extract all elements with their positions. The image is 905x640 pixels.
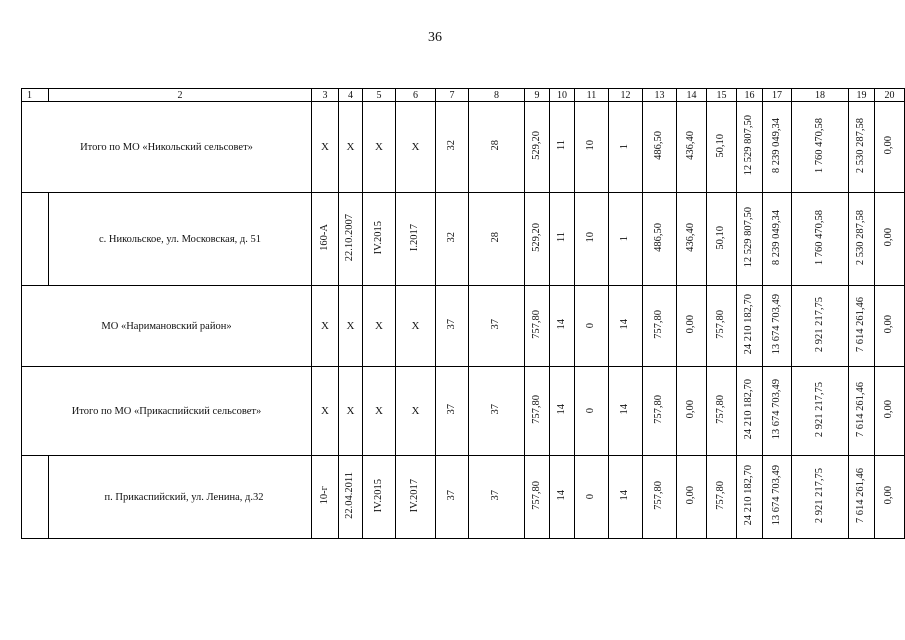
header-cell: 18 [792, 89, 849, 102]
table-cell [677, 286, 707, 367]
cell-value: 1 760 470,58 [813, 209, 825, 266]
cell-value: 11 [555, 232, 567, 243]
table-cell [436, 367, 469, 456]
cell-value: 529,20 [530, 223, 542, 252]
cell-value: 7 614 261,46 [855, 467, 867, 524]
table-row [22, 367, 905, 456]
table-cell [707, 367, 737, 456]
table-cell [396, 456, 436, 539]
header-cell: 2 [49, 89, 312, 102]
cell-value: 757,80 [653, 310, 665, 339]
table-cell [707, 193, 737, 286]
table-cell [339, 456, 363, 539]
cell-value: 0 [585, 494, 597, 500]
table-cell [737, 193, 763, 286]
cell-value: IV.2017 [409, 478, 421, 513]
header-cell: 17 [763, 89, 792, 102]
cell-value: 22.04.2011 [344, 472, 356, 519]
cell-value: 436,40 [685, 223, 697, 252]
table-cell [363, 193, 396, 286]
table-cell [575, 193, 609, 286]
table-cell [550, 102, 575, 193]
table-cell [363, 456, 396, 539]
table-cell [643, 456, 677, 539]
cell-value: 28 [490, 140, 502, 151]
cell-value: 1 [619, 236, 631, 242]
cell-value: 0,00 [685, 315, 697, 334]
row-name: п. Прикаспийский, ул. Ленина, д.32 [49, 456, 312, 539]
data-table [21, 88, 905, 539]
indent-cell [22, 193, 49, 286]
header-cell: 14 [677, 89, 707, 102]
table-cell [436, 193, 469, 286]
table-cell [875, 367, 905, 456]
cell-value: 11 [555, 140, 567, 151]
cell-value: 2 921 217,75 [813, 467, 825, 524]
cell-value: 12 529 807,50 [743, 115, 755, 176]
cell-value: 1 760 470,58 [813, 117, 825, 174]
cell-value: 757,80 [715, 481, 727, 510]
cell-value: X [375, 141, 383, 153]
header-cell: 20 [875, 89, 905, 102]
cell-value: 37 [490, 319, 502, 330]
cell-value: 529,20 [530, 131, 542, 160]
table-cell [875, 102, 905, 193]
cell-value: 37 [445, 404, 457, 415]
table-cell [575, 102, 609, 193]
table-cell [575, 286, 609, 367]
cell-value: 0,00 [883, 315, 895, 334]
table-cell [339, 193, 363, 286]
table-cell [677, 367, 707, 456]
cell-value: 8 239 049,34 [770, 117, 782, 174]
header-cell: 8 [469, 89, 525, 102]
cell-value: X [375, 405, 383, 417]
table-cell [792, 102, 849, 193]
header-cell: 15 [707, 89, 737, 102]
header-cell: 19 [849, 89, 875, 102]
table-cell [339, 102, 363, 193]
cell-value: 13 674 703,49 [770, 294, 782, 355]
table-cell [707, 456, 737, 539]
table-cell [575, 456, 609, 539]
cell-value: X [411, 320, 420, 332]
table-cell [849, 286, 875, 367]
cell-value: 1 [619, 144, 631, 150]
table-cell [396, 193, 436, 286]
table-cell [792, 193, 849, 286]
cell-value: 50,10 [715, 225, 727, 250]
table-cell [550, 286, 575, 367]
table-cell [792, 367, 849, 456]
table-row [22, 102, 905, 193]
indent-cell [22, 456, 49, 539]
cell-value: 0,00 [883, 136, 895, 155]
table-cell [707, 286, 737, 367]
table-cell [677, 193, 707, 286]
cell-value: X [321, 405, 329, 417]
table-cell [469, 367, 525, 456]
table-cell [396, 367, 436, 456]
table-cell [763, 286, 792, 367]
table-cell [609, 102, 643, 193]
cell-value: 757,80 [653, 481, 665, 510]
cell-value: 436,40 [685, 131, 697, 160]
cell-value: 757,80 [530, 310, 542, 339]
table-cell [525, 456, 550, 539]
table-cell [436, 286, 469, 367]
cell-value: 2 530 287,58 [855, 117, 867, 174]
table-cell [849, 193, 875, 286]
cell-value: X [346, 405, 355, 417]
table-cell [849, 367, 875, 456]
cell-value: 32 [445, 140, 457, 151]
cell-value: 0,00 [883, 228, 895, 247]
table-cell [609, 456, 643, 539]
row-name: с. Никольское, ул. Московская, д. 51 [49, 193, 312, 286]
cell-value: 7 614 261,46 [855, 381, 867, 438]
header-cell: 4 [339, 89, 363, 102]
cell-value: 0,00 [685, 400, 697, 419]
table-cell [339, 367, 363, 456]
cell-value: 14 [619, 319, 631, 330]
cell-value: 37 [490, 490, 502, 501]
table-cell [469, 193, 525, 286]
table-cell [312, 367, 339, 456]
table-cell [525, 286, 550, 367]
cell-value: 757,80 [530, 395, 542, 424]
table-cell [396, 102, 436, 193]
header-row [22, 89, 905, 102]
cell-value: 32 [445, 232, 457, 243]
cell-value: 24 210 182,70 [743, 465, 755, 526]
table-cell [312, 286, 339, 367]
cell-value: X [346, 141, 355, 153]
cell-value: 757,80 [715, 310, 727, 339]
cell-value: 14 [555, 404, 567, 415]
header-cell: 16 [737, 89, 763, 102]
table-cell [677, 102, 707, 193]
table-cell [469, 456, 525, 539]
cell-value: 2 921 217,75 [813, 381, 825, 438]
table-cell [609, 286, 643, 367]
header-cell: 1 [22, 89, 49, 102]
cell-value: X [375, 320, 383, 332]
cell-value: 37 [490, 404, 502, 415]
table-cell [312, 102, 339, 193]
table-cell [763, 367, 792, 456]
table-cell [763, 102, 792, 193]
table-cell [363, 102, 396, 193]
header-cell: 3 [312, 89, 339, 102]
cell-value: X [346, 320, 355, 332]
cell-value: X [321, 141, 329, 153]
cell-value: I.2017 [409, 223, 421, 252]
cell-value: 486,50 [653, 223, 665, 252]
cell-value: 37 [445, 490, 457, 501]
cell-value: 12 529 807,50 [743, 207, 755, 268]
table-cell [363, 367, 396, 456]
cell-value: 2 921 217,75 [813, 296, 825, 353]
header-cell: 5 [363, 89, 396, 102]
table-row [22, 286, 905, 367]
table-cell [849, 102, 875, 193]
table-cell [875, 193, 905, 286]
cell-value: 486,50 [653, 131, 665, 160]
header-cell: 9 [525, 89, 550, 102]
cell-value: 24 210 182,70 [743, 294, 755, 355]
table-cell [737, 456, 763, 539]
cell-value: 50,10 [715, 133, 727, 158]
table-cell [643, 367, 677, 456]
cell-value: 13 674 703,49 [770, 379, 782, 440]
cell-value: 10 [585, 140, 597, 151]
table-cell [469, 286, 525, 367]
cell-value: 10-г [318, 486, 330, 505]
table-cell [763, 456, 792, 539]
cell-value: 14 [555, 319, 567, 330]
cell-value: IV.2015 [372, 478, 384, 513]
table-cell [312, 456, 339, 539]
table-cell [525, 367, 550, 456]
cell-value: 757,80 [715, 395, 727, 424]
cell-value: 7 614 261,46 [855, 296, 867, 353]
cell-value: 2 530 287,58 [855, 209, 867, 266]
cell-value: 37 [445, 319, 457, 330]
table-cell [609, 367, 643, 456]
header-cell: 6 [396, 89, 436, 102]
table-cell [396, 286, 436, 367]
cell-value: X [411, 141, 420, 153]
cell-value: 24 210 182,70 [743, 379, 755, 440]
cell-value: 8 239 049,34 [770, 209, 782, 266]
table-cell [550, 456, 575, 539]
table-cell [550, 367, 575, 456]
table-cell [737, 367, 763, 456]
table-cell [707, 102, 737, 193]
cell-value: 22.10.2007 [344, 213, 356, 262]
table-cell [609, 193, 643, 286]
table-cell [792, 286, 849, 367]
row-name: МО «Наримановский район» [22, 286, 312, 367]
table-cell [436, 102, 469, 193]
table-cell [792, 456, 849, 539]
table-cell [677, 456, 707, 539]
cell-value: 160-А [318, 224, 330, 251]
header-cell: 7 [436, 89, 469, 102]
table-row [22, 456, 905, 539]
table-cell [737, 286, 763, 367]
cell-value: 757,80 [530, 481, 542, 510]
table-cell [875, 286, 905, 367]
table-cell [875, 456, 905, 539]
row-name: Итого по МО «Никольский сельсовет» [22, 102, 312, 193]
cell-value: 13 674 703,49 [770, 465, 782, 526]
table-cell [575, 367, 609, 456]
table-cell [525, 193, 550, 286]
table-cell [643, 102, 677, 193]
table-cell [643, 193, 677, 286]
table-cell [339, 286, 363, 367]
header-cell: 12 [609, 89, 643, 102]
cell-value: 14 [619, 404, 631, 415]
cell-value: 14 [619, 490, 631, 501]
table-cell [469, 102, 525, 193]
table-cell [363, 286, 396, 367]
table-cell [643, 286, 677, 367]
header-cell: 11 [575, 89, 609, 102]
table-cell [550, 193, 575, 286]
cell-value: 0,00 [685, 486, 697, 505]
cell-value: 757,80 [653, 395, 665, 424]
cell-value: X [321, 320, 329, 332]
table-cell [436, 456, 469, 539]
table-cell [525, 102, 550, 193]
table-row [22, 193, 905, 286]
table-cell [312, 193, 339, 286]
header-cell: 13 [643, 89, 677, 102]
table-cell [763, 193, 792, 286]
cell-value: 28 [490, 232, 502, 243]
cell-value: 14 [555, 490, 567, 501]
cell-value: 10 [585, 232, 597, 243]
cell-value: X [411, 405, 420, 417]
table-cell [737, 102, 763, 193]
table-cell [849, 456, 875, 539]
header-cell: 10 [550, 89, 575, 102]
cell-value: 0,00 [883, 400, 895, 419]
page-number: 36 [428, 30, 442, 45]
cell-value: 0 [585, 323, 597, 329]
row-name: Итого по МО «Прикаспийский сельсовет» [22, 367, 312, 456]
cell-value: 0 [585, 408, 597, 414]
cell-value: 0,00 [883, 486, 895, 505]
cell-value: IV.2015 [372, 220, 384, 255]
